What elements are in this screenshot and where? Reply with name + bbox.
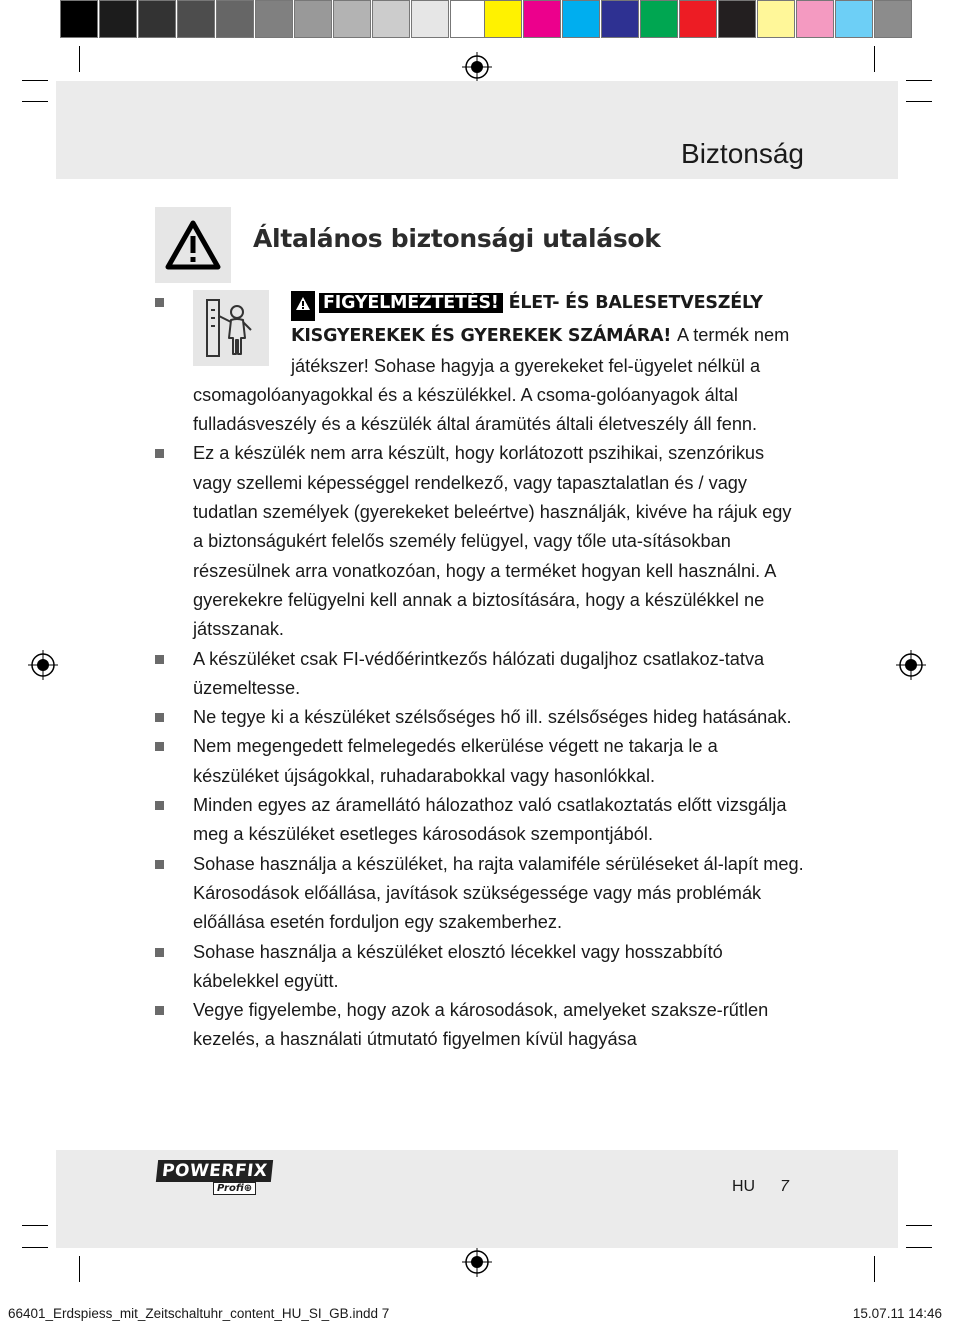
list-item	[155, 938, 805, 997]
color-swatch	[333, 0, 371, 38]
color-swatch	[562, 0, 600, 38]
registration-mark-icon	[462, 52, 492, 82]
list-item-text: Vegye figyelembe, hogy azok a károsodások, amelyeket szaksze-rűtlen kezelés, a használati útmutató figyelmen kívül hagyása	[193, 1000, 769, 1050]
crop-mark	[22, 101, 48, 102]
color-swatch	[523, 0, 561, 38]
color-swatch	[372, 0, 410, 38]
crop-mark	[22, 1247, 48, 1248]
list-item	[155, 703, 805, 732]
items-container	[155, 439, 805, 1054]
crop-mark	[22, 1225, 48, 1226]
crop-mark	[22, 80, 48, 81]
grayscale-bar	[60, 0, 489, 38]
page-title: Biztonság	[681, 138, 804, 169]
warning-title: ÉLET- ÉS BALESETVESZÉLY KISGYEREKEK ÉS GYEREKEK SZÁMÁRA!	[291, 293, 763, 347]
color-swatch	[718, 0, 756, 38]
bullet-icon	[155, 655, 164, 664]
list-item-text: Ez a készülék nem arra készült, hogy korlátozott pszihikai, szenzórikus vagy szellemi képességgel rendelkező, vagy tapasztalatlan és / vagy tudatlan személyek (gyerekeket beleértve) használják, kivéve ha rájuk egy a biztonságukért felelős személy felügyel, vagy tőle uta-sításokban részesülnek arra vonatkozóan, hogy a terméket hogyan kell használni. A gyerekekre felügyelni kell annak a biztosítására, hogy a készülékkel ne játsszanak.	[193, 443, 792, 640]
list-item-warning	[155, 288, 805, 439]
registration-mark-icon	[28, 650, 58, 680]
color-swatch	[411, 0, 449, 38]
bullet-icon	[155, 801, 164, 810]
color-swatch	[874, 0, 912, 38]
list-item-text: A készüléket csak FI-védőérintkezős hálózati dugaljhoz csatlakoz-tatva üzemeltesse.	[193, 648, 765, 698]
color-swatch	[177, 0, 215, 38]
color-swatch	[601, 0, 639, 38]
warning-small-icon	[291, 291, 315, 321]
logo-sub-label: Profi	[217, 1183, 244, 1194]
safety-list	[155, 288, 805, 1055]
section-icon-box	[155, 207, 231, 283]
list-item-text: Sohase használja a készüléket, ha rajta valamiféle sérüléseket ál-lapít meg. Károsodások előállása, javítások szükségessége vagy más problémák előállása esetén forduljon egy szakemberhez.	[193, 853, 804, 933]
bullet-icon	[155, 449, 164, 458]
warning-label: FIGYELMEZTETÉS!	[319, 293, 503, 313]
color-swatch	[484, 0, 522, 38]
color-swatch	[138, 0, 176, 38]
bullet-icon	[155, 298, 164, 307]
color-swatch	[255, 0, 293, 38]
color-swatch	[60, 0, 98, 38]
crop-mark	[906, 1247, 932, 1248]
list-item	[155, 645, 805, 704]
registration-mark-icon	[462, 1247, 492, 1277]
crop-mark	[874, 1256, 875, 1282]
color-swatch	[757, 0, 795, 38]
crop-mark	[874, 46, 875, 72]
color-swatch	[679, 0, 717, 38]
logo-sub-text: Profi⊕	[213, 1182, 256, 1195]
list-item	[155, 732, 805, 791]
crop-mark	[906, 1225, 932, 1226]
list-item	[155, 791, 805, 850]
list-item	[155, 996, 805, 1055]
crop-mark	[79, 1256, 80, 1282]
list-item-text: Minden egyes az áramellátó hálozathoz való csatlakoztatás előtt vizsgálja meg a készüléket esetleges károsodások szempontjából.	[193, 795, 787, 845]
bullet-icon	[155, 948, 164, 957]
slug-datetime: 15.07.11 14:46	[852, 1306, 942, 1321]
warning-triangle-icon	[165, 220, 221, 270]
crop-mark	[906, 101, 932, 102]
color-swatch	[796, 0, 834, 38]
color-swatch	[99, 0, 137, 38]
crop-mark	[906, 80, 932, 81]
child-icon-box	[193, 290, 269, 366]
bullet-icon	[155, 742, 164, 751]
list-item	[155, 439, 805, 644]
warning-text: A termék nem játékszer! Sohase hagyja a gyerekeket fel-ügyelet nélkül a csomagolóanyagokkal és a készülékkel. A csoma-golóanyagok által fulladásveszély és a készülék által áramütés általi életveszély áll fenn.	[193, 325, 790, 435]
bullet-icon	[155, 860, 164, 869]
bullet-icon	[155, 713, 164, 722]
color-bar	[484, 0, 913, 38]
color-swatch	[835, 0, 873, 38]
registration-mark-icon	[896, 650, 926, 680]
page-number: 7	[780, 1178, 789, 1195]
crop-mark	[79, 46, 80, 72]
list-item-text: Nem megengedett felmelegedés elkerülése végett ne takarja le a készüléket újságokkal, ruhadarabokkal vagy hasonlókkal.	[193, 736, 718, 786]
bullet-icon	[155, 1006, 164, 1015]
slug-filename: 66401_Erdspiess_mit_Zeitschaltuhr_content_HU_SI_GB.indd 7	[8, 1306, 390, 1321]
powerfix-logo	[157, 1160, 272, 1194]
child-safety-icon	[203, 296, 259, 360]
section-heading: Általános biztonsági utalások	[253, 224, 661, 253]
list-item	[155, 850, 805, 938]
color-swatch	[216, 0, 254, 38]
color-swatch	[294, 0, 332, 38]
list-item-text: Sohase használja a készüléket elosztó lécekkel vagy hosszabbító kábelekkel együtt.	[193, 941, 723, 991]
color-swatch	[640, 0, 678, 38]
footer-language: HU	[732, 1178, 756, 1195]
color-swatch	[450, 0, 488, 38]
list-item-text: Ne tegye ki a készüléket szélsőséges hő ill. szélsőséges hideg hatásának.	[193, 707, 792, 728]
logo-main-text: POWERFIX	[156, 1160, 274, 1182]
